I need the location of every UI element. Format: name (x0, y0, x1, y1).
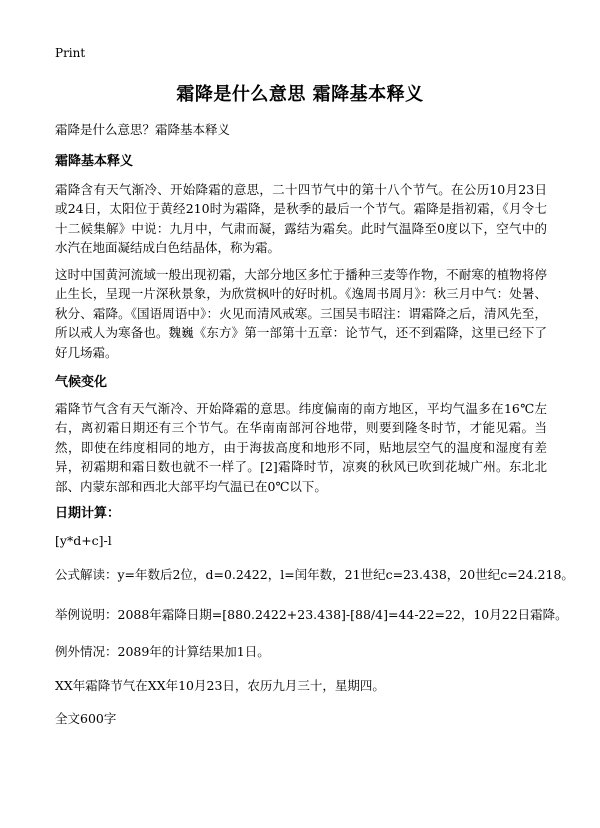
document-title: 霜降是什么意思 霜降基本释义 (176, 84, 424, 105)
section-heading-definition: 霜降基本释义 (55, 154, 134, 169)
exception-line: 例外情况：2089年的计算结果加1日。 (55, 644, 270, 659)
definition-paragraph-2: 这时中国黄河流域一般出现初霜，大部分地区多忙于播种三麦等作物，不耐寒的植物将停止生长，呈现一片深秋景象，为欣赏枫叶的好时机。《逸周书周月》：秋三月中气：处暑、秋分、霜降。《国语周语中》：火见而清风戒寒。三国吴韦昭注：谓霜降之后，清风先至，所以戒人为寒备也。魏巍《东方》第一部第十五章：论节气，还不到霜降，这里已经下了好几场霜。 (55, 267, 547, 360)
section-heading-climate: 气候变化 (55, 375, 108, 390)
word-count: 全文600字 (55, 711, 117, 726)
date-summary-line: XX年霜降节气在XX年10月23日，农历九月三十，星期四。 (55, 678, 385, 693)
example-line: 举例说明：2088年霜降日期=[880.2422+23.438]-[88/4]=44-22=22，10月22日霜降。 (55, 607, 568, 622)
formula-explanation: 公式解读：y=年数后2位，d=0.2422，l=闰年数，21世纪c=23.438，20世纪c=24.218。 (55, 567, 574, 582)
formula-line: [y*d+c]-l (55, 533, 112, 548)
definition-paragraph-1: 霜降含有天气渐冷、开始降霜的意思，二十四节气中的第十八个节气。在公历10月23日或24日，太阳位于黄经210时为霜降，是秋季的最后一个节气。霜降是指初霜，《月令七十二候集解》中说：九月中，气肃而凝，露结为霜矣。此时气温降至0度以下，空气中的水汽在地面凝结成白色结晶体，称为霜。 (55, 182, 547, 256)
print-link[interactable]: Print (55, 46, 86, 60)
section-heading-date-calc: 日期计算： (55, 506, 121, 521)
climate-paragraph: 霜降节气含有天气渐冷、开始降霜的意思。纬度偏南的南方地区，平均气温多在16℃左右，离初霜日期还有三个节气。在华南南部河谷地带，则要到隆冬时节，才能见霜。当然，即使在纬度相同的地方，由于海拔高度和地形不同，贴地层空气的温度和湿度有差异，初霜期和霜日数也就不一样了。[2]霜降时节，凉爽的秋风已吹到花城广州。东北北部、内蒙东部和西北大部平均气温已在0℃以下。 (55, 401, 547, 494)
document-subtitle: 霜降是什么意思？霜降基本释义 (55, 122, 231, 137)
